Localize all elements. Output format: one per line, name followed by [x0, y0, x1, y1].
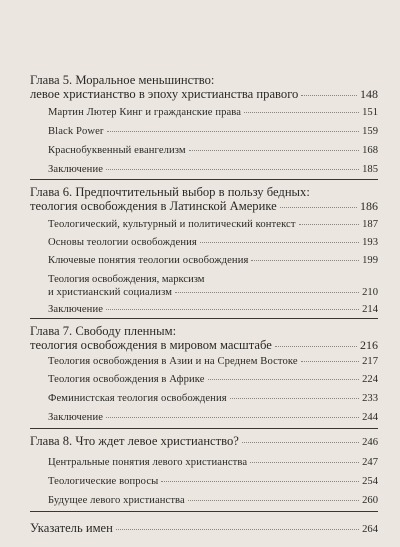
section-title: Феминистская теология освобождения	[48, 393, 227, 404]
section-row	[30, 163, 378, 176]
page-number: 151	[362, 107, 378, 118]
section-title: Краснобуквенный евангелизм	[48, 145, 186, 156]
page-number: 193	[362, 237, 378, 248]
leader-dots	[301, 95, 357, 96]
table-of-contents	[30, 73, 378, 537]
section-row	[30, 236, 378, 249]
chapter-title-row	[30, 434, 378, 450]
page-number: 260	[362, 495, 378, 506]
section-title: Теология освобождения в Африке	[48, 374, 205, 385]
index-row	[30, 521, 378, 537]
page-number: 159	[362, 126, 378, 137]
section-title: Теологический, культурный и политический контекст	[48, 219, 296, 230]
section-title: Будущее левого христианства	[48, 495, 185, 506]
page-number: 199	[362, 255, 378, 266]
page-number: 217	[362, 356, 378, 367]
page-number: 214	[362, 304, 378, 315]
section-title: Теология освобождения в Азии и на Среднем Востоке	[48, 356, 298, 367]
section-row	[30, 456, 378, 469]
chapter-title: Глава 5. Моральное меньшинство:	[30, 73, 215, 87]
chapter-title-row	[30, 87, 378, 101]
page-number: 246	[362, 437, 378, 448]
leader-dots	[250, 462, 359, 463]
section-row	[30, 411, 378, 424]
leader-dots	[230, 398, 359, 399]
leader-dots	[106, 417, 359, 418]
leader-dots	[175, 292, 359, 293]
leader-dots	[251, 260, 359, 261]
leader-dots	[106, 169, 359, 170]
page-number: 244	[362, 412, 378, 423]
section-title: Основы теологии освобождения	[48, 237, 197, 248]
section-title: Теология освобождения, марксизм	[48, 274, 205, 285]
section-row	[30, 392, 378, 405]
page-number: 187	[362, 219, 378, 230]
leader-dots	[189, 150, 359, 151]
leader-dots	[200, 242, 359, 243]
page-number: 210	[362, 287, 378, 298]
leader-dots	[280, 207, 357, 208]
page-number: 185	[362, 164, 378, 175]
section-row	[30, 355, 378, 368]
section-title: и христианский социализм	[48, 287, 173, 298]
leader-dots	[301, 361, 359, 362]
chapter-7	[30, 324, 378, 424]
section-row	[30, 144, 378, 157]
chapter-divider	[30, 511, 378, 512]
leader-dots	[106, 309, 359, 310]
chapter-divider	[30, 318, 378, 319]
page-number: 148	[360, 87, 378, 101]
page-number: 247	[362, 457, 378, 468]
section-row	[30, 303, 378, 316]
leader-dots	[208, 379, 360, 380]
section-title: Заключение	[48, 412, 104, 423]
section-row	[30, 475, 378, 488]
leader-dots	[299, 224, 360, 225]
section-title: Мартин Лютер Кинг и гражданские права	[48, 107, 242, 118]
page-number: 216	[360, 338, 378, 352]
section-row	[30, 106, 378, 119]
chapter-title: Глава 7. Свободу пленным:	[30, 324, 177, 338]
leader-dots	[242, 442, 359, 443]
section-title: Заключение	[48, 164, 104, 175]
page-number: 224	[362, 374, 378, 385]
section-title: Заключение	[48, 304, 104, 315]
page-number: 186	[360, 199, 378, 213]
leader-dots	[116, 529, 359, 530]
chapter-6	[30, 185, 378, 316]
leader-dots	[188, 500, 359, 501]
chapter-title-row	[30, 338, 378, 352]
page-number: 233	[362, 393, 378, 404]
section-row	[30, 373, 378, 386]
chapter-title: Глава 6. Предпочтительный выбор в пользу бедных:	[30, 185, 310, 199]
page-number: 264	[362, 524, 378, 535]
leader-dots	[161, 481, 359, 482]
chapter-divider	[30, 428, 378, 429]
chapter-8	[30, 434, 378, 507]
chapter-title: левое христианство в эпоху христианства правого	[30, 87, 299, 101]
leader-dots	[275, 346, 357, 347]
leader-dots	[107, 131, 360, 132]
section-title: Теологические вопросы	[48, 476, 159, 487]
leader-dots	[244, 112, 359, 113]
chapter-title-row	[30, 199, 378, 213]
section-row	[30, 286, 378, 299]
chapter-title: теология освобождения в Латинской Америке	[30, 199, 277, 213]
page-number: 168	[362, 145, 378, 156]
section-title: Центральные понятия левого христианства	[48, 457, 248, 468]
section-row	[30, 494, 378, 507]
section-title: Black Power	[48, 126, 104, 137]
page-number: 254	[362, 476, 378, 487]
chapter-title: Глава 8. Что ждет левое христианство?	[30, 434, 239, 448]
chapter-5	[30, 73, 378, 176]
section-title: Ключевые понятия теологии освобождения	[48, 255, 249, 266]
section-row	[30, 254, 378, 267]
section-row	[30, 125, 378, 138]
chapter-title: теология освобождения в мировом масштабе	[30, 338, 272, 352]
chapter-divider	[30, 179, 378, 180]
index-title: Указатель имен	[30, 521, 113, 535]
section-row	[30, 218, 378, 231]
